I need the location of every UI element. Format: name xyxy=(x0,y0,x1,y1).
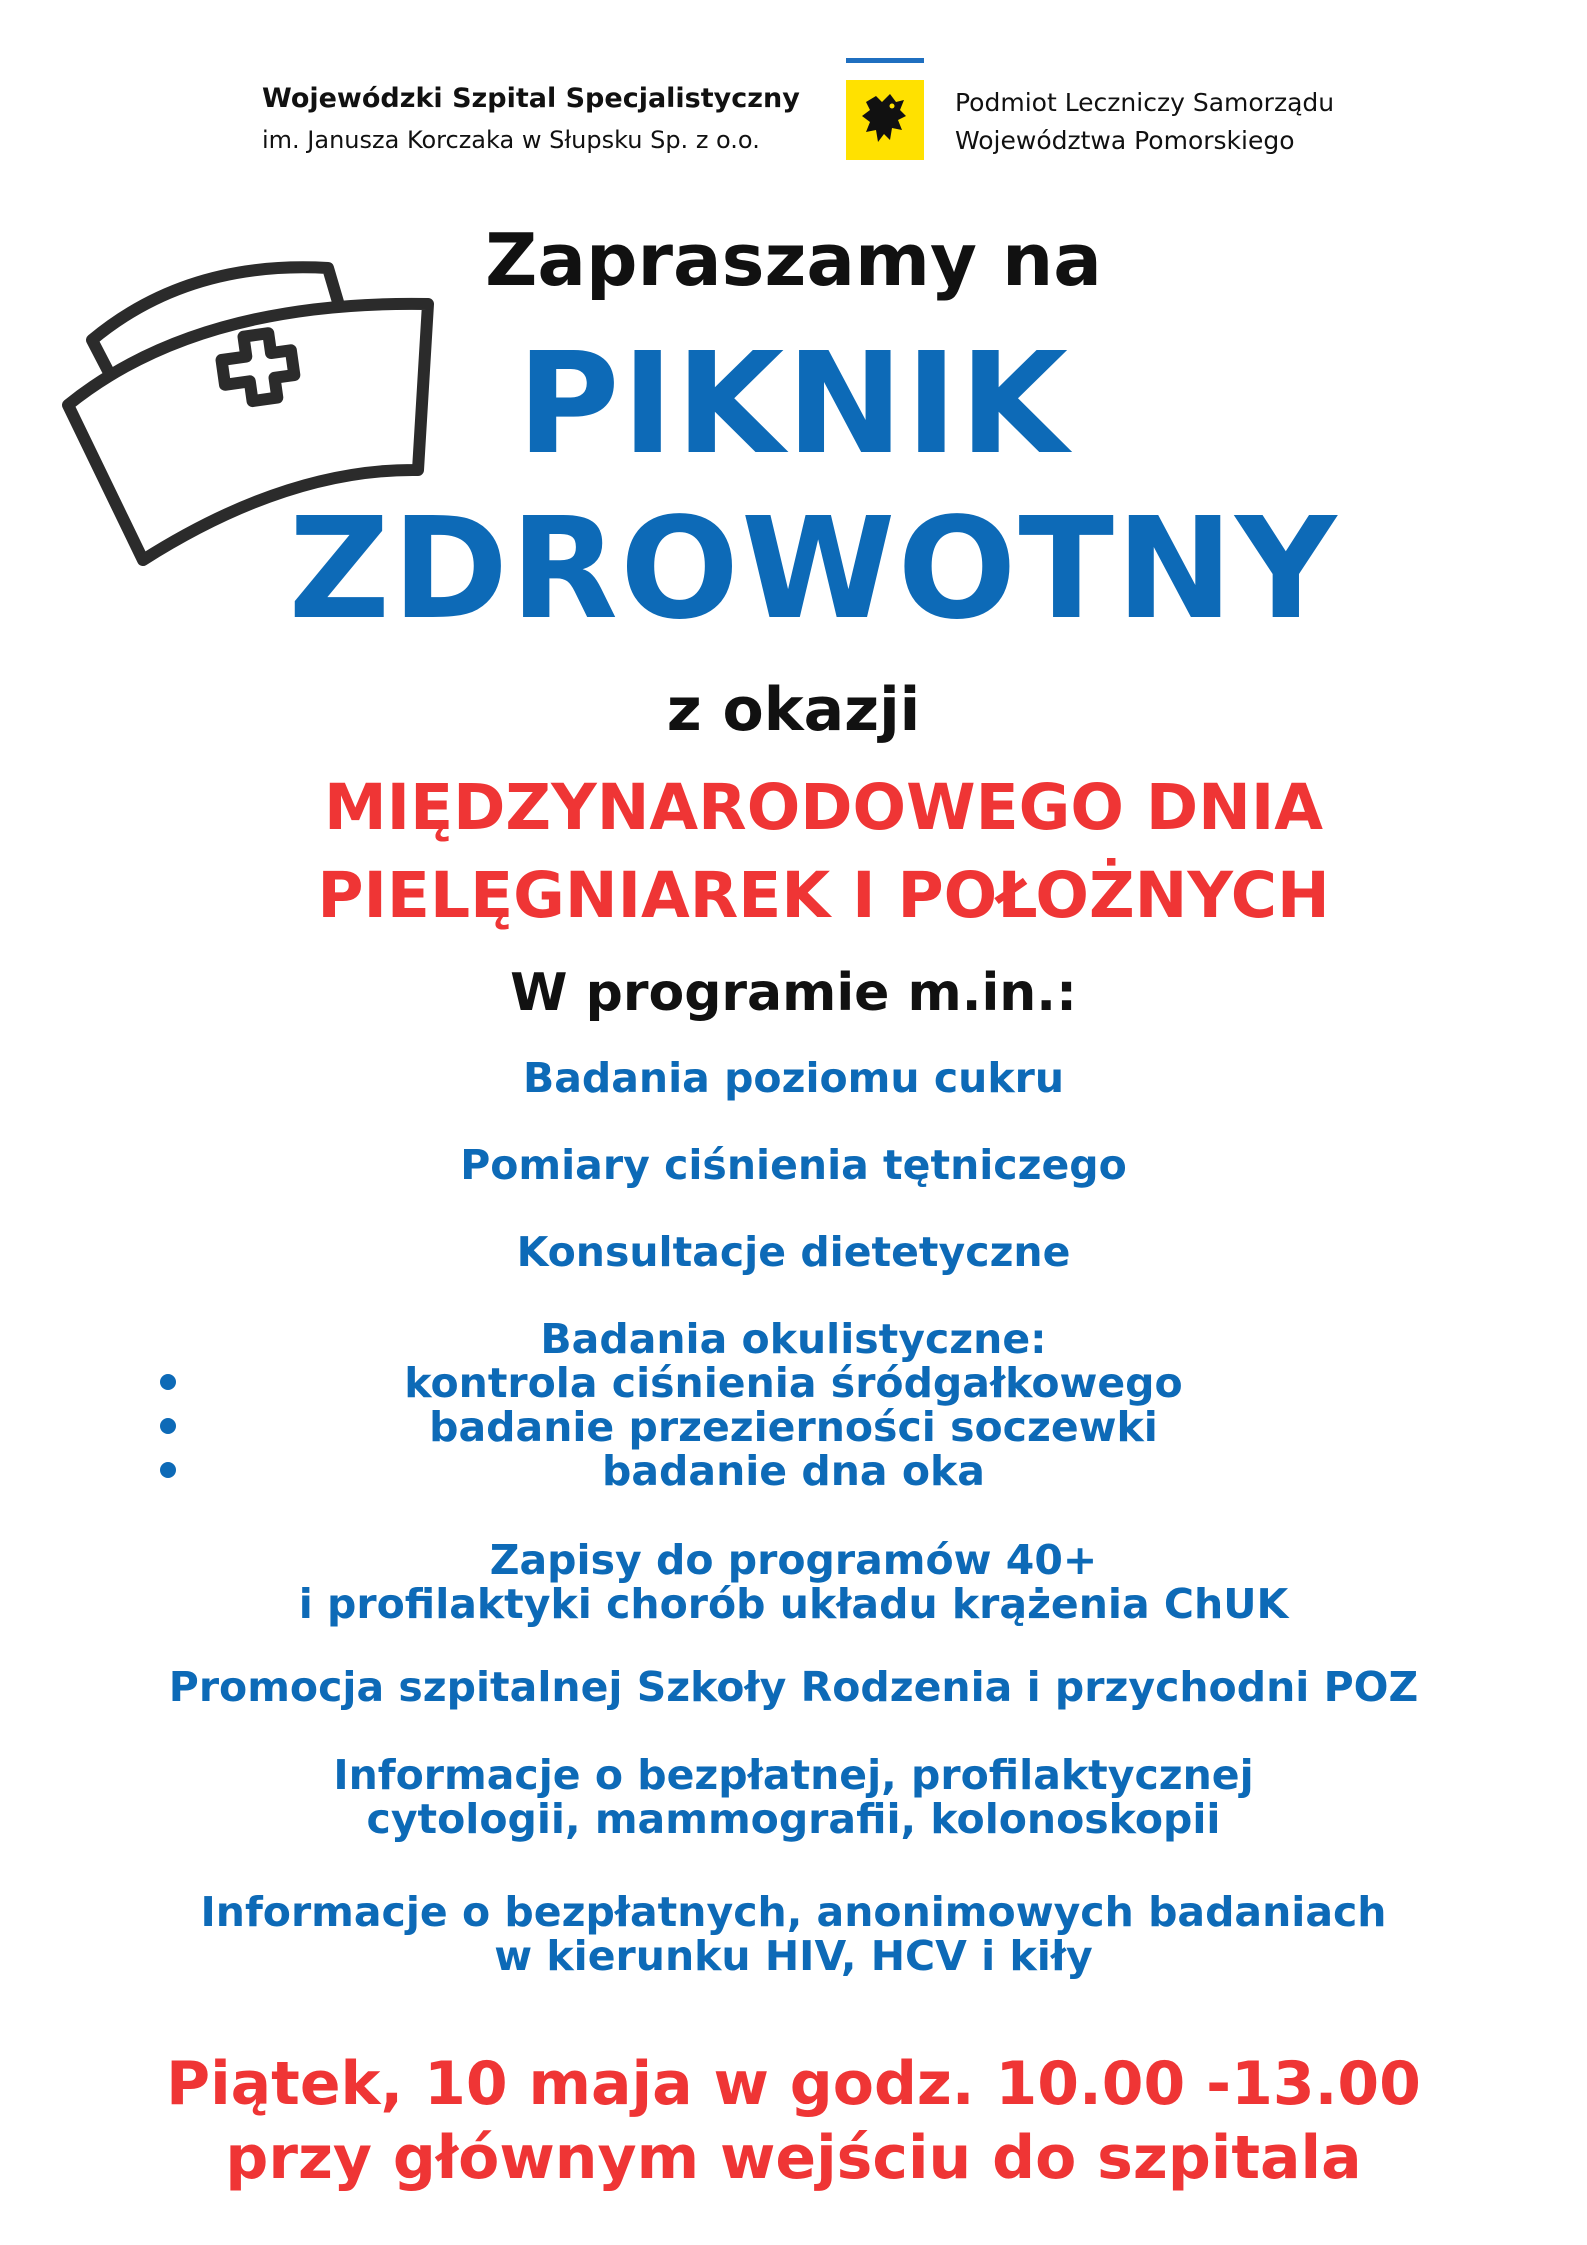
invite-text: Zapraszamy na xyxy=(485,218,1102,302)
program-item-enrollment-2: i profilaktyki chorób układu krążenia ChUK xyxy=(298,1580,1289,1628)
eye-item-fundus: badanie dna oka xyxy=(602,1447,985,1495)
griffin-icon xyxy=(846,80,924,160)
pomorskie-griffin-emblem xyxy=(846,80,924,160)
program-item-hiv-2: w kierunku HIV, HCV i kiły xyxy=(494,1932,1093,1980)
program-item-screening-1: Informacje o bezpłatnej, profilaktycznej xyxy=(333,1751,1254,1799)
title-line-2: ZDROWOTNY xyxy=(288,488,1339,651)
subject-line-1: Podmiot Leczniczy Samorządu xyxy=(955,88,1335,117)
emblem-top-line xyxy=(846,58,924,63)
event-place: przy głównym wejściu do szpitala xyxy=(225,2123,1362,2193)
program-item-enrollment-1: Zapisy do programów 40+ xyxy=(489,1536,1098,1584)
occasion-line-1: MIĘDZYNARODOWEGO DNIA xyxy=(323,771,1324,844)
eye-item-pressure: kontrola ciśnienia śródgałkowego xyxy=(404,1359,1183,1407)
program-item-promotion: Promocja szpitalnej Szkoły Rodzenia i przychodni POZ xyxy=(168,1663,1419,1711)
title-line-1: PIKNIK xyxy=(517,323,1070,486)
program-item-diet: Konsultacje dietetyczne xyxy=(516,1228,1071,1276)
occasion-line-2: PIELĘGNIAREK I POŁOŻNYCH xyxy=(317,859,1330,932)
occasion-intro: z okazji xyxy=(666,675,921,745)
subject-line-2: Województwa Pomorskiego xyxy=(955,126,1295,155)
program-item-pressure: Pomiary ciśnienia tętniczego xyxy=(460,1141,1127,1189)
program-item-eye-heading: Badania okulistyczne: xyxy=(540,1315,1047,1363)
program-item-screening-2: cytologii, mammografii, kolonoskopii xyxy=(366,1795,1221,1843)
program-item-sugar: Badania poziomu cukru xyxy=(522,1054,1065,1102)
event-date: Piątek, 10 maja w godz. 10.00 -13.00 xyxy=(166,2049,1421,2119)
hospital-subtitle: im. Janusza Korczaka w Słupsku Sp. z o.o. xyxy=(262,126,760,154)
eye-item-lens: badanie przezierności soczewki xyxy=(429,1403,1158,1451)
hospital-name: Wojewódzki Szpital Specjalistyczny xyxy=(262,83,800,114)
program-item-hiv-1: Informacje o bezpłatnych, anonimowych badaniach xyxy=(200,1888,1387,1936)
program-heading: W programie m.in.: xyxy=(510,963,1077,1023)
